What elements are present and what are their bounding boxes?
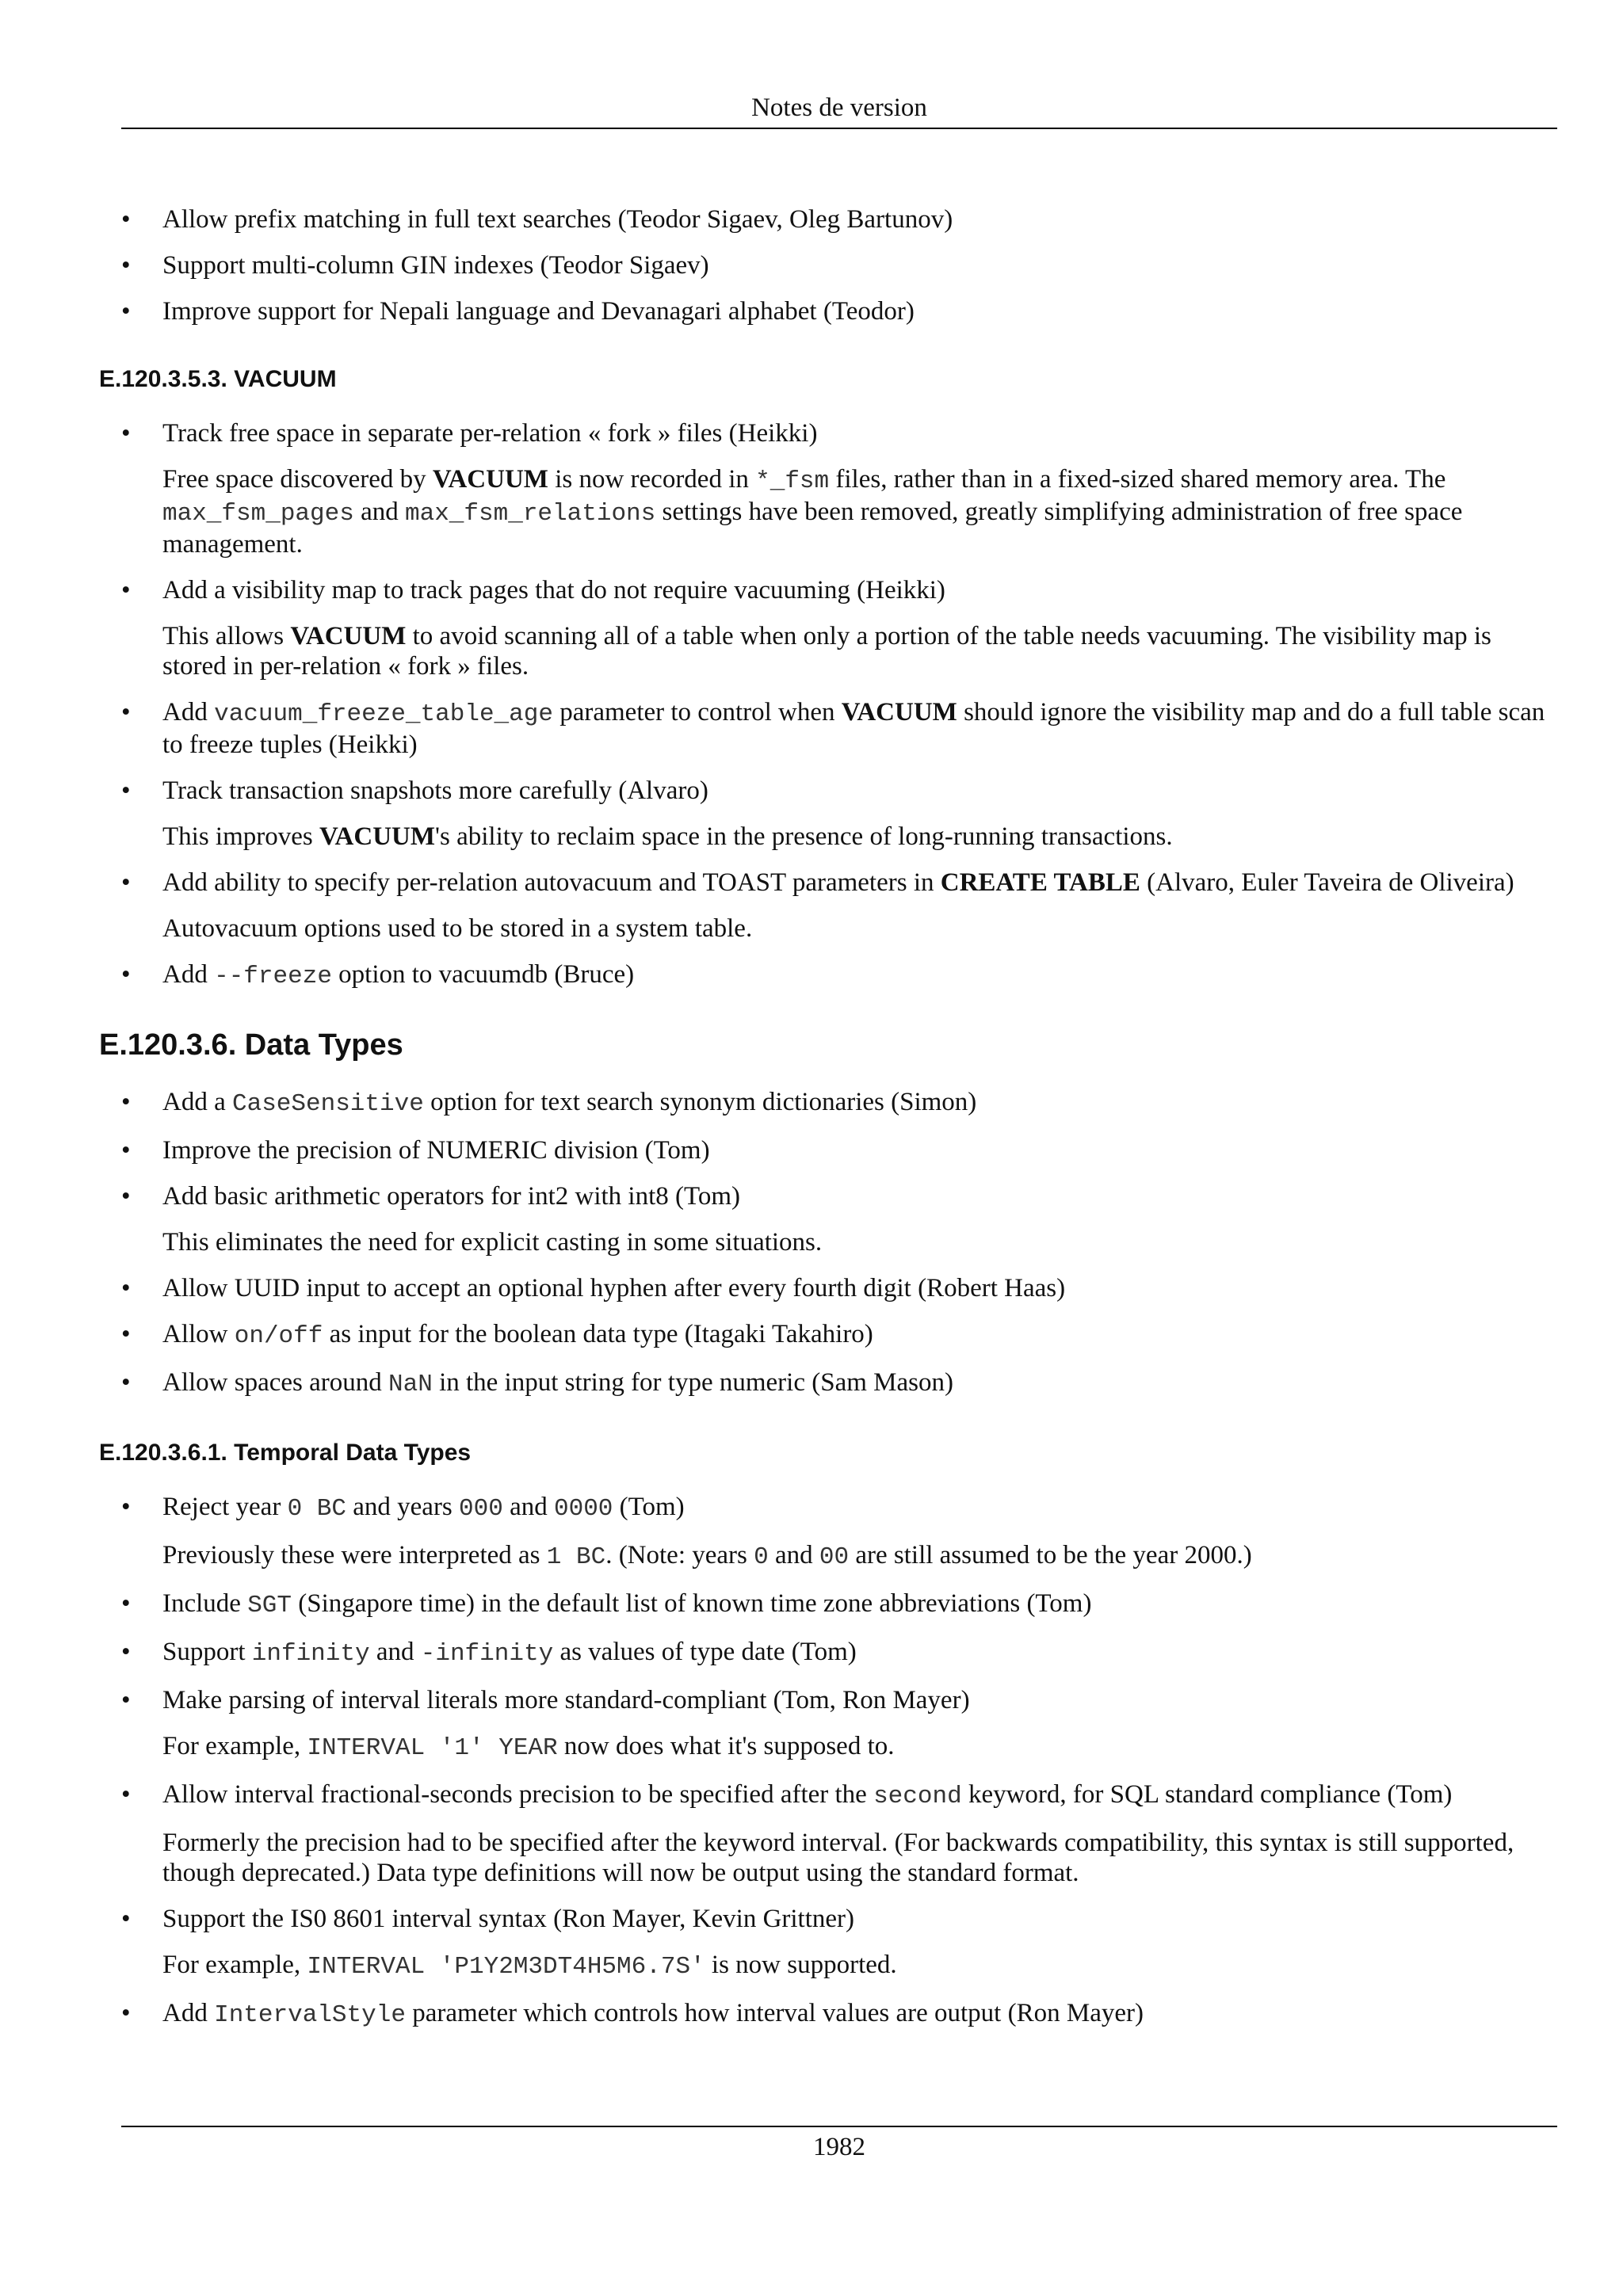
bullet-glyph: • — [121, 1493, 131, 1521]
page-body — [99, 204, 1561, 2046]
item-text — [162, 1367, 1561, 1400]
item-text: Improve support for Nepali language and Devanagari alphabet (Teodor) — [162, 297, 915, 326]
code-literal: 0 — [754, 1543, 769, 1571]
bullet-glyph: • — [121, 1780, 131, 1809]
item-text — [162, 1779, 1561, 1812]
item-text: Add a visibility map to track pages that do not require vacuuming (Heikki) — [162, 576, 945, 605]
code-literal: -infinity — [420, 1640, 554, 1668]
temporal-list — [99, 1492, 1561, 2031]
text-run: parameter to control when — [552, 698, 842, 727]
text-run: Free space discovered by — [162, 465, 433, 494]
code-literal: --freeze — [214, 963, 332, 990]
text-run: Include — [162, 1589, 248, 1618]
text-run: Add ability to specify per-relation autovacuum and TOAST parameters in — [162, 868, 941, 897]
item-detail: Formerly the precision had to be specified after the keyword interval. (For backwards compatibility, this syntax is still supported, though deprecated.) Data type definitions will now be output using the standard format. — [162, 1829, 1514, 1887]
item-text — [162, 1087, 1561, 1119]
item-text: Improve the precision of NUMERIC division (Tom) — [162, 1136, 710, 1165]
item-text — [162, 959, 1561, 992]
bullet-glyph: • — [121, 1686, 131, 1714]
text-run: are still assumed to be the year 2000.) — [849, 1541, 1252, 1569]
text-run: is now recorded in — [548, 465, 756, 494]
code-literal: NaN — [388, 1371, 433, 1398]
list-item — [99, 1367, 1561, 1400]
item-text — [162, 1998, 1561, 2031]
code-literal: CaseSensitive — [231, 1090, 424, 1118]
text-run: Allow spaces around — [162, 1368, 389, 1397]
text-run: as values of type date (Tom) — [553, 1638, 857, 1666]
item-detail — [162, 621, 1561, 681]
item-detail: Autovacuum options used to be stored in a system table. — [162, 914, 753, 943]
text-run: is now supported. — [705, 1951, 897, 1979]
bold-term: VACUUM — [841, 698, 957, 727]
list-item — [99, 1779, 1561, 1888]
list-item — [99, 1904, 1561, 1982]
item-text: Make parsing of interval literals more standard-compliant (Tom, Ron Mayer) — [162, 1686, 970, 1714]
bold-term: VACUUM — [290, 622, 407, 650]
text-run: (Tom) — [613, 1493, 685, 1521]
page-number: 1982 — [813, 2133, 865, 2161]
text-run: and — [353, 498, 405, 526]
text-run: (Singapore time) in the default list of known time zone abbreviations (Tom) — [292, 1589, 1092, 1618]
item-text: Track free space in separate per-relation « fork » files (Heikki) — [162, 419, 818, 448]
text-run: and — [502, 1493, 554, 1521]
code-literal: infinity — [251, 1640, 370, 1668]
text-run: files, rather than in a fixed-sized shared memory area. The — [829, 465, 1446, 494]
bullet-glyph: • — [121, 960, 131, 989]
text-run: This improves — [162, 822, 319, 851]
bullet-glyph: • — [121, 297, 131, 326]
item-text — [162, 697, 1561, 760]
list-item — [99, 697, 1561, 760]
list-item — [99, 1998, 1561, 2031]
list-item — [99, 776, 1561, 852]
code-literal: second — [873, 1783, 962, 1810]
code-literal: 0 BC — [287, 1495, 346, 1523]
list-item — [99, 1637, 1561, 1669]
bullet-glyph: • — [121, 205, 131, 234]
item-detail — [162, 1540, 1561, 1573]
item-text — [162, 868, 1561, 898]
list-item — [99, 1135, 1561, 1165]
bullet-glyph: • — [121, 1320, 131, 1348]
bullet-glyph: • — [121, 1088, 131, 1116]
item-text: Add basic arithmetic operators for int2 with int8 (Tom) — [162, 1182, 741, 1211]
list-item — [99, 418, 1561, 559]
text-run: Allow interval fractional-seconds precision to be specified after the — [162, 1780, 874, 1809]
list-item — [99, 1087, 1561, 1119]
bullet-glyph: • — [121, 868, 131, 897]
code-literal: SGT — [247, 1592, 292, 1619]
text-run: parameter which controls how interval values are output (Ron Mayer) — [405, 1999, 1144, 2027]
header-rule — [121, 128, 1557, 129]
vacuum-list — [99, 418, 1561, 992]
text-run: option to vacuumdb (Bruce) — [331, 960, 635, 989]
item-detail: This eliminates the need for explicit casting in some situations. — [162, 1228, 823, 1257]
running-header: Notes de version — [751, 93, 927, 122]
text-run: option for text search synonym dictionaries (Simon) — [423, 1088, 977, 1116]
text-run: and years — [346, 1493, 460, 1521]
list-item — [99, 250, 1561, 280]
text-run: and — [369, 1638, 421, 1666]
list-item — [99, 868, 1561, 944]
item-text — [162, 1319, 1561, 1352]
text-run: and — [768, 1541, 819, 1569]
text-run: keyword, for SQL standard compliance (Tom) — [961, 1780, 1453, 1809]
code-literal: 00 — [819, 1543, 850, 1571]
code-literal: INTERVAL '1' YEAR — [307, 1734, 558, 1762]
list-item — [99, 959, 1561, 992]
list-item — [99, 296, 1561, 326]
item-detail — [162, 1731, 1561, 1764]
list-item — [99, 1181, 1561, 1257]
code-literal: IntervalStyle — [214, 2001, 406, 2029]
item-text: Support multi-column GIN indexes (Teodor Sigaev) — [162, 251, 709, 280]
bullet-glyph: • — [121, 776, 131, 805]
item-text: Allow UUID input to accept an optional hyphen after every fourth digit (Robert Haas) — [162, 1274, 1066, 1302]
code-literal: max_fsm_pages — [162, 500, 354, 528]
bold-term: VACUUM — [319, 822, 436, 851]
item-text: Allow prefix matching in full text searches (Teodor Sigaev, Oleg Bartunov) — [162, 205, 953, 234]
bullet-glyph: • — [121, 1182, 131, 1211]
section-heading-vacuum: E.120.3.5.3. VACUUM — [99, 366, 337, 392]
bullet-glyph: • — [121, 1589, 131, 1618]
section-heading-temporal: E.120.3.6.1. Temporal Data Types — [99, 1440, 472, 1466]
section-heading-data-types: E.120.3.6. Data Types — [99, 1028, 403, 1062]
text-run: For example, — [162, 1951, 307, 1979]
item-text: Support the IS0 8601 interval syntax (Ron Mayer, Kevin Grittner) — [162, 1905, 855, 1933]
bullet-glyph: • — [121, 1905, 131, 1933]
text-run: Previously these were interpreted as — [162, 1541, 547, 1569]
text-run: This allows — [162, 622, 291, 650]
list-item — [99, 1319, 1561, 1352]
bold-term: VACUUM — [432, 465, 548, 494]
bullet-glyph: • — [121, 698, 131, 727]
item-detail — [162, 822, 1561, 852]
text-run: to avoid scanning all of a table when only a portion of the table needs vacuuming. The visibility map is stored in per-relation « fork » files. — [162, 622, 1491, 681]
bullet-glyph: • — [121, 1368, 131, 1397]
code-literal: INTERVAL 'P1Y2M3DT4H5M6.7S' — [307, 1953, 705, 1981]
bullet-glyph: • — [121, 1638, 131, 1666]
code-literal: 000 — [459, 1495, 503, 1523]
bullet-glyph: • — [121, 251, 131, 280]
code-literal: 0000 — [554, 1495, 613, 1523]
data-types-list — [99, 1087, 1561, 1400]
text-run: settings have been removed, greatly simplifying administration of free space management. — [162, 498, 1463, 559]
list-item — [99, 575, 1561, 681]
item-detail — [162, 1950, 1561, 1982]
code-literal: *_fsm — [755, 467, 830, 495]
text-run: Add — [162, 698, 215, 727]
text-run: as input for the boolean data type (Itagaki Takahiro) — [323, 1320, 873, 1348]
text-run: For example, — [162, 1732, 307, 1760]
text-run: . (Note: years — [605, 1541, 754, 1569]
text-run: Add a — [162, 1088, 232, 1116]
bullet-glyph: • — [121, 1136, 131, 1165]
item-text — [162, 1492, 1561, 1524]
text-run: now does what it's supposed to. — [557, 1732, 895, 1760]
text-run: Reject year — [162, 1493, 288, 1521]
text-run: (Alvaro, Euler Taveira de Oliveira) — [1140, 868, 1514, 897]
text-run: Add — [162, 1999, 215, 2027]
code-literal: 1 BC — [546, 1543, 606, 1571]
item-text — [162, 1637, 1561, 1669]
code-literal: max_fsm_relations — [405, 500, 656, 528]
item-text — [162, 1589, 1561, 1621]
text-run: in the input string for type numeric (Sam Mason) — [432, 1368, 953, 1397]
text-run: Add — [162, 960, 215, 989]
bullet-glyph: • — [121, 1274, 131, 1302]
text-run: 's ability to reclaim space in the presence of long-running transactions. — [435, 822, 1173, 851]
list-item — [99, 1685, 1561, 1764]
item-detail — [162, 464, 1561, 559]
bullet-glyph: • — [121, 1999, 131, 2027]
bold-term: CREATE TABLE — [940, 868, 1140, 897]
bullet-glyph: • — [121, 576, 131, 605]
item-text: Track transaction snapshots more carefully (Alvaro) — [162, 776, 708, 805]
code-literal: on/off — [234, 1322, 323, 1350]
text-run: should ignore the visibility map and do a full table scan to freeze tuples (Heikki) — [162, 698, 1545, 759]
text-run: Allow — [162, 1320, 235, 1348]
bullet-glyph: • — [121, 419, 131, 448]
list-item — [99, 1273, 1561, 1303]
list-item — [99, 204, 1561, 235]
list-item — [99, 1589, 1561, 1621]
footer-rule — [121, 2126, 1557, 2127]
code-literal: vacuum_freeze_table_age — [214, 700, 553, 728]
fts-list — [99, 204, 1561, 326]
text-run: Support — [162, 1638, 252, 1666]
list-item — [99, 1492, 1561, 1573]
